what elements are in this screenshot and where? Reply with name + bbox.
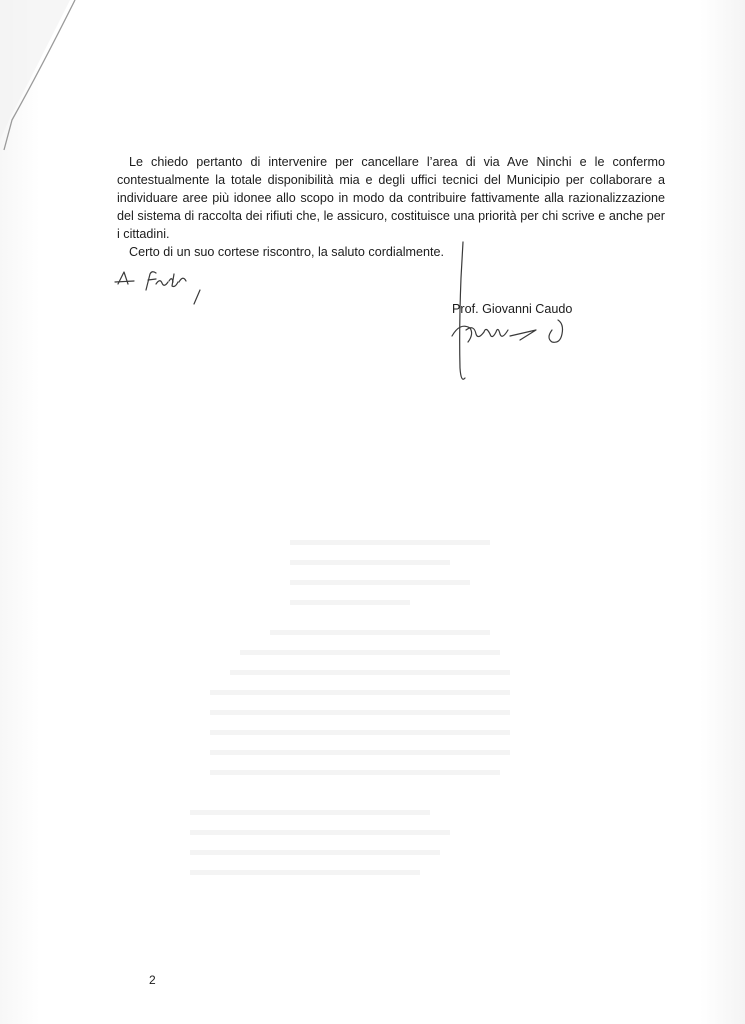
page-number: 2	[149, 973, 156, 987]
handwritten-note	[112, 268, 212, 318]
paragraph-request: Le chiedo pertanto di intervenire per cancellare l’area di via Ave Ninchi e le confermo contestualmente la totale disponibilità mia e degli uffici tecnici del Municipio per collaborare a individuare aree più idonee allo scopo in modo da contribuire fattivamente alla razionalizzazione del sistema di raccolta dei rifiuti che, le assicuro, costituisce una priorità per chi scrive e anche per i cittadini.	[117, 155, 665, 241]
letter-body	[117, 153, 665, 261]
signatory-name: Prof. Giovanni Caudo	[452, 302, 573, 316]
show-through-text	[150, 470, 620, 900]
paragraph-closing: Certo di un suo cortese riscontro, la saluto cordialmente.	[129, 245, 444, 259]
